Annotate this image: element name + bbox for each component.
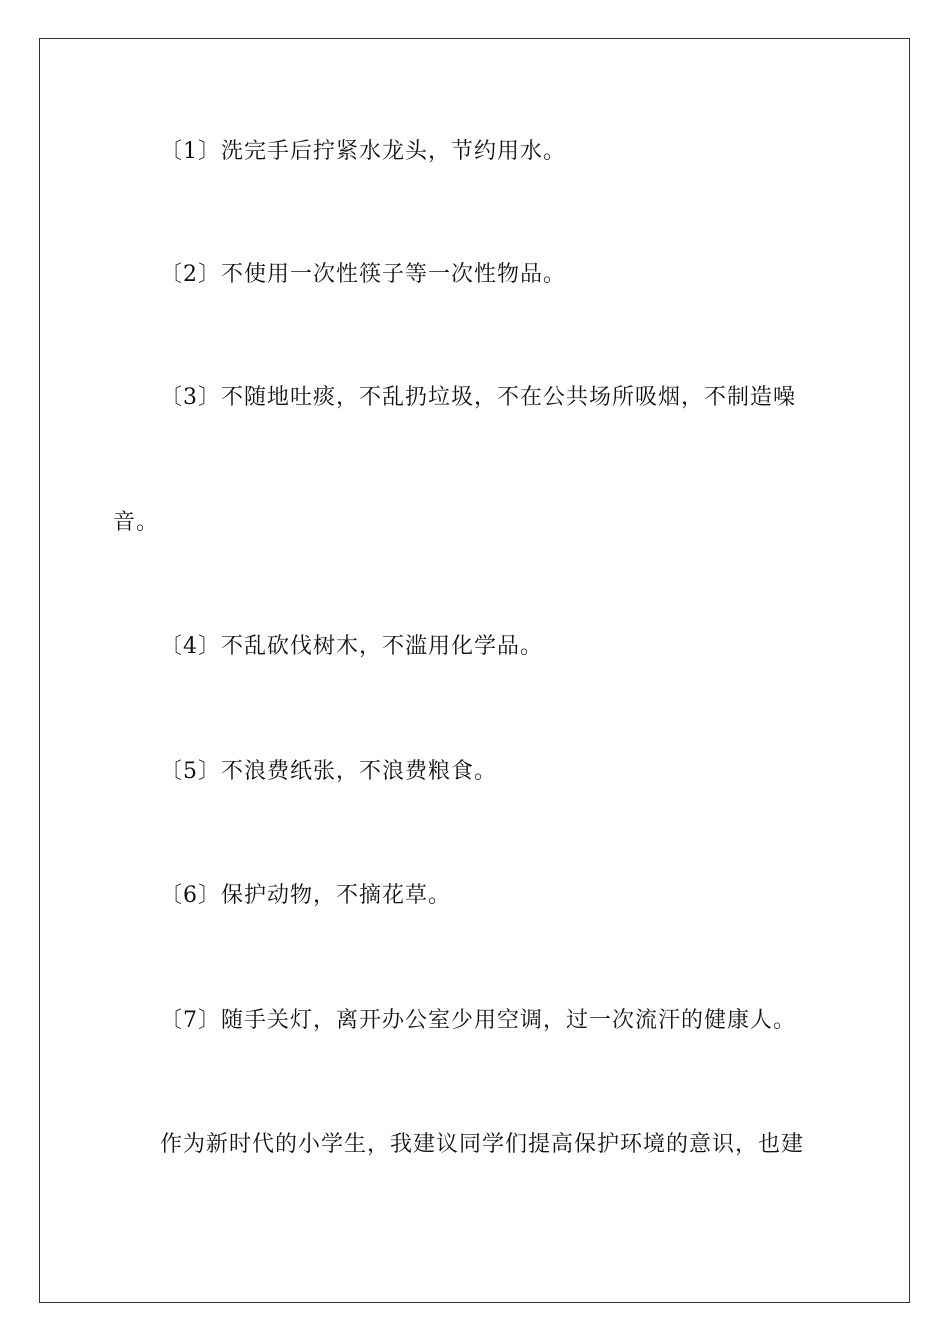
- list-item-3-continuation: 音。: [113, 510, 160, 535]
- list-item-7: 〔7〕随手关灯，离开办公室少用空调，过一次流汗的健康人。: [160, 1008, 796, 1033]
- list-item-6: 〔6〕保护动物，不摘花草。: [160, 883, 451, 908]
- page-border: [39, 38, 910, 1303]
- closing-paragraph: 作为新时代的小学生，我建议同学们提高保护环境的意识，也建: [160, 1132, 805, 1157]
- list-item-5: 〔5〕不浪费纸张，不浪费粮食。: [160, 759, 497, 784]
- list-item-1: 〔1〕洗完手后拧紧水龙头，节约用水。: [160, 139, 566, 164]
- list-item-2: 〔2〕不使用一次性筷子等一次性物品。: [160, 262, 566, 287]
- list-item-3: 〔3〕不随地吐痰，不乱扔垃圾，不在公共场所吸烟，不制造噪: [160, 385, 796, 410]
- list-item-4: 〔4〕不乱砍伐树木，不滥用化学品。: [160, 634, 543, 659]
